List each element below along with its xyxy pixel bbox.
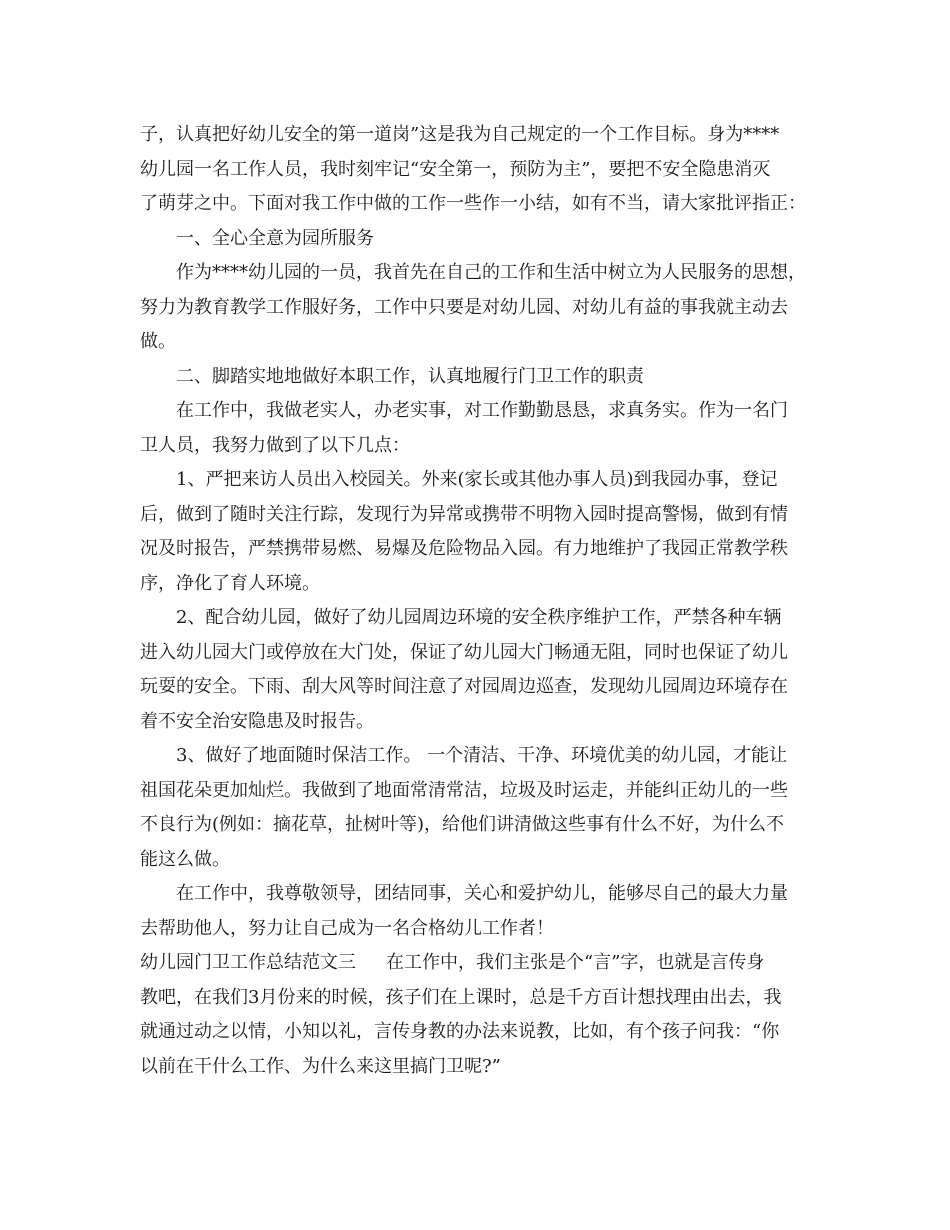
- text-line: 1、严把来访人员出入校园关。外来(家长或其他办事人员)到我园办事，登记: [176, 469, 778, 490]
- section-heading: 二、脚踏实地地做好本职工作，认真地履行门卫工作的职责: [176, 365, 644, 387]
- text-line: 以前在干什么工作、为什么来这里搞门卫呢?”: [140, 1055, 501, 1077]
- text-line: 去帮助他人，努力让自己成为一名合格幼儿工作者！: [140, 917, 554, 939]
- text-line-with-title: [140, 946, 815, 981]
- text-line: 子，认真把好幼儿安全的第一道岗”这是我为自己规定的一个工作目标。身为****: [140, 124, 780, 145]
- text-line: 在工作中，我做老实人，办老实事，对工作勤勤恳恳，求真务实。作为一名门: [176, 400, 788, 421]
- text-line: 祖国花朵更加灿烂。我做到了地面常清常洁，垃圾及时运走，并能纠正幼儿的一些: [140, 779, 788, 801]
- text-line: 在工作中，我们主张是个“言”字，也就是言传身: [386, 952, 765, 973]
- section-heading: 一、全心全意为园所服务: [176, 227, 374, 249]
- text-line: 幼儿园一名工作人员，我时刻牢记“安全第一，预防为主”，要把不安全隐患消灭: [140, 158, 771, 180]
- text-line: 序，净化了育人环境。: [140, 572, 320, 594]
- text-line: 2、配合幼儿园，做好了幼儿园周边环境的安全秩序维护工作，严禁各种车辆: [176, 607, 782, 628]
- text-line: 进入幼儿园大门或停放在大门处，保证了幼儿园大门畅通无阻，同时也保证了幼儿: [140, 641, 788, 663]
- text-line: 卫人员，我努力做到了以下几点：: [140, 434, 410, 456]
- text-line: 后，做到了随时关注行踪，发现行为异常或携带不明物入园时提高警惕，做到有情: [140, 503, 788, 525]
- text-line: 在工作中，我尊敬领导，团结同事，关心和爱护幼儿，能够尽自己的最大力量: [176, 883, 788, 904]
- text-line: 做。: [140, 331, 176, 352]
- text-line: 能这么做。: [140, 848, 230, 870]
- text-line: 着不安全治安隐患及时报告。: [140, 710, 374, 732]
- text-line: 作为****幼儿园的一员，我首先在自己的工作和生活中树立为人民服务的思想，: [176, 262, 806, 283]
- text-line: 了萌芽之中。下面对我工作中做的工作一些作一小结，如有不当，请大家批评指正：: [140, 193, 806, 214]
- text-line: 玩耍的安全。下雨、刮大风等时间注意了对园周边巡查，发现幼儿园周边环境存在: [140, 676, 788, 697]
- document-page: [140, 118, 815, 1084]
- text-line: 教吧，在我们3月份来的时候，孩子们在上课时，总是千方百计想找理由出去，我: [140, 986, 782, 1008]
- text-line: 努力为教育教学工作服好务，工作中只要是对幼儿园、对幼儿有益的事我就主动去: [140, 296, 788, 318]
- text-line: 就通过动之以情，小知以礼，言传身教的办法来说教，比如，有个孩子问我：“你: [140, 1021, 780, 1042]
- text-line: 不良行为(例如：摘花草，扯树叶等)，给他们讲清做这些事有什么不好，为什么不: [140, 814, 785, 835]
- text-line: 3、做好了地面随时保洁工作。 一个清洁、干净、环境优美的幼儿园，才能让: [176, 745, 788, 766]
- section-title: 幼儿园门卫工作总结范文三: [140, 952, 356, 973]
- text-line: 况及时报告，严禁携带易燃、易爆及危险物品入园。有力地维护了我园正常教学秩: [140, 538, 788, 559]
